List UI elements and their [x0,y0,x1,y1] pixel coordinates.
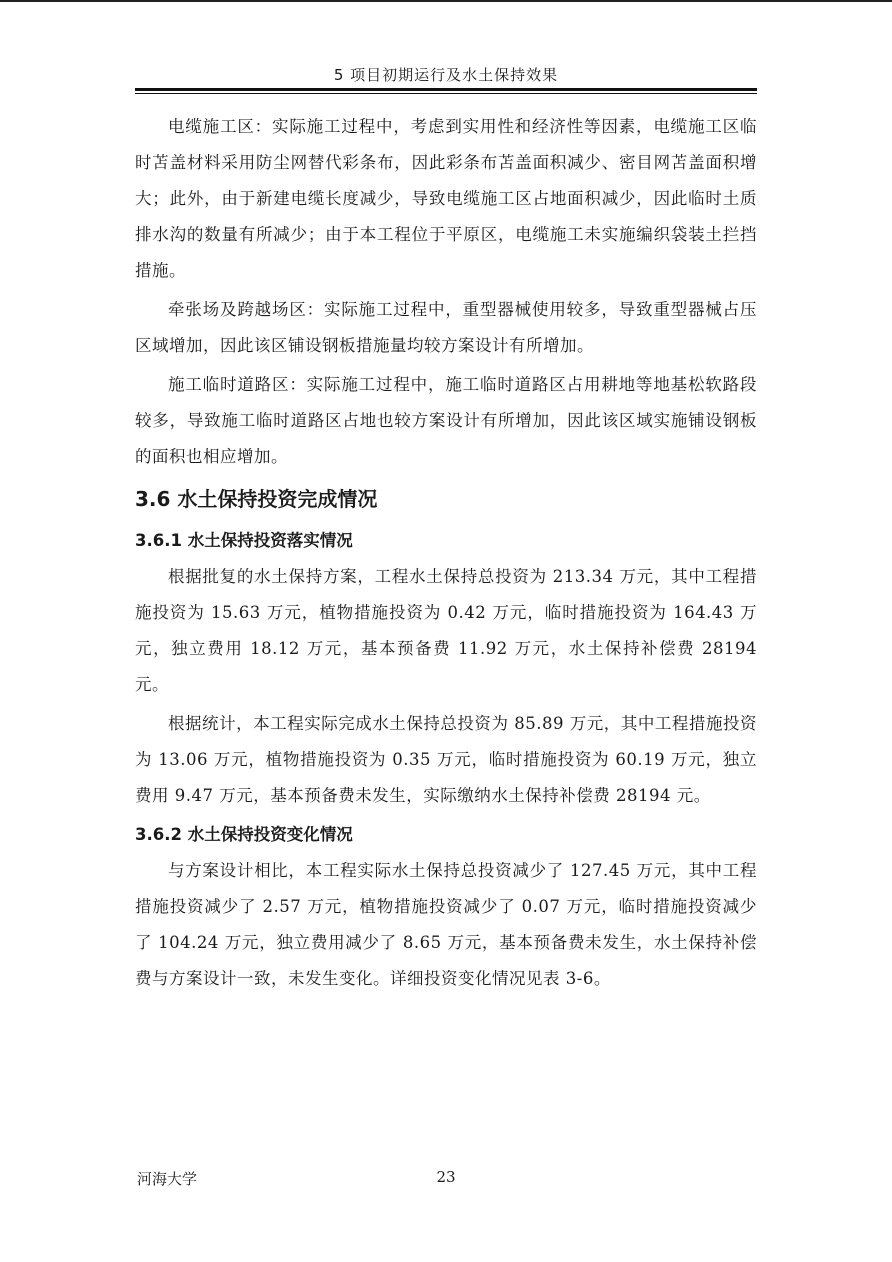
paragraph-cable-area: 电缆施工区：实际施工过程中，考虑到实用性和经济性等因素，电缆施工区临时苫盖材料采用防尘网替代彩条布，因此彩条布苫盖面积减少、密目网苫盖面积增大；此外，由于新建电缆长度减少，导致电缆施工区占地面积减少，因此临时土质排水沟的数量有所减少；由于本工程位于平原区，电缆施工未实施编织袋装土拦挡措施。 [135,117,757,280]
paragraph-approved-investment: 根据批复的水土保持方案，工程水土保持总投资为 213.34 万元，其中工程措施投资为 15.63 万元，植物措施投资为 0.42 万元，临时措施投资为 164.43 万元，独立费用 18.12 万元，基本预备费 11.92 万元，水土保持补偿费 28194 元。 [135,567,757,694]
footer-institution: 河海大学 [137,1170,198,1188]
subsection-heading-3-6-1: 3.6.1 水土保持投资落实情况 [135,531,353,550]
page-top-border [0,0,892,2]
paragraph-investment-change: 与方案设计相比，本工程实际水土保持总投资减少了 127.45 万元，其中工程措施投资减少了 2.57 万元，植物措施投资减少了 0.07 万元，临时措施投资减少了 104.24 万元，独立费用减少了 8.65 万元，基本预备费未发生，水土保持补偿费与方案设计一致，未发生变化。详细投资变化情况见表 3-6。 [135,861,757,988]
paragraph-tension-site: 牵张场及跨越场区：实际施工过程中，重型器械使用较多，导致重型器械占压区域增加，因此该区铺设钢板措施量均较方案设计有所增加。 [135,300,757,355]
header-rule-thin [135,93,757,94]
section-heading-3-6: 3.6 水土保持投资完成情况 [135,487,378,511]
paragraph-temp-road: 施工临时道路区：实际施工过程中，施工临时道路区占用耕地等地基松软路段较多，导致施工临时道路区占地也较方案设计有所增加，因此该区域实施铺设钢板的面积也相应增加。 [135,375,757,466]
header-rule-thick [135,88,757,91]
paragraph-actual-investment: 根据统计，本工程实际完成水土保持总投资为 85.89 万元，其中工程措施投资为 13.06 万元，植物措施投资为 0.35 万元，临时措施投资为 60.19 万元，独立费用 9.47 万元，基本预备费未发生，实际缴纳水土保持补偿费 28194 元。 [135,714,757,805]
subsection-heading-3-6-2: 3.6.2 水土保持投资变化情况 [135,825,353,844]
footer-page-number: 23 [436,1168,456,1186]
page-body [135,109,757,1000]
running-header: 5 项目初期运行及水土保持效果 [333,66,559,84]
